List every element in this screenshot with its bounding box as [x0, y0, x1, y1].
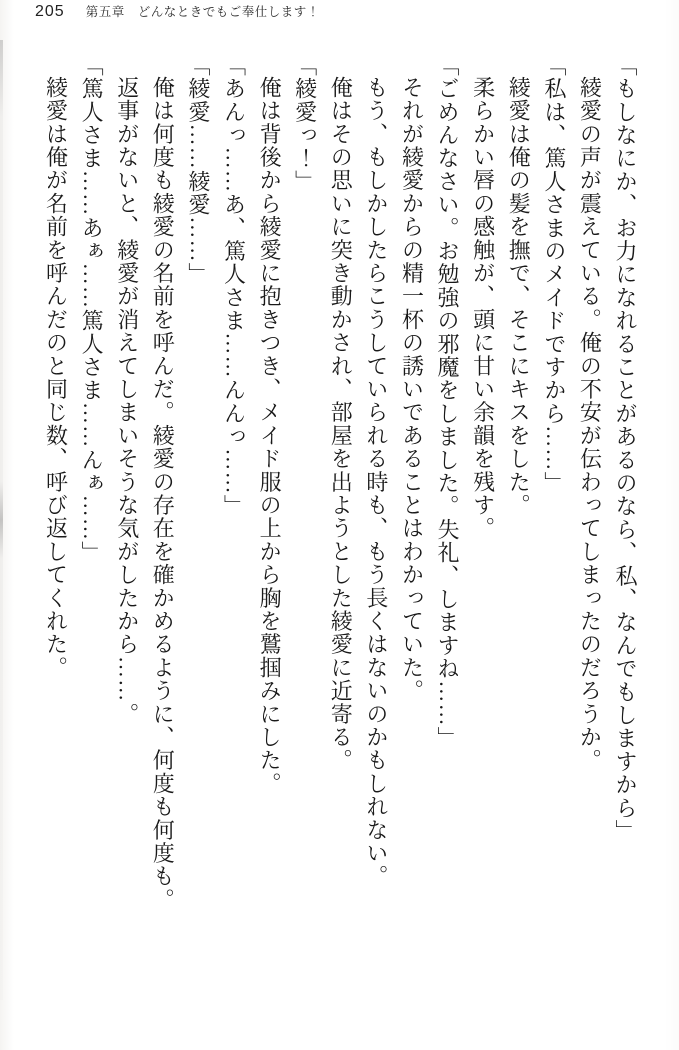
text-line: 俺は何度も綾愛の名前を呼んだ。綾愛の存在を確かめるように、何度も何度も。 — [150, 76, 176, 912]
text-line: 「篤人さま……あぁ……篤人さま……んぁ……」 — [79, 54, 105, 565]
text-line: 返事がないと、綾愛が消えてしまいそうな気がしたから……。 — [114, 76, 140, 726]
text-line: 「綾愛っ！」 — [292, 54, 318, 194]
text-line: 綾愛は俺の髪を撫で、そこにキスをした。 — [506, 76, 532, 517]
running-head — [35, 2, 320, 21]
text-line: 俺は背後から綾愛に抱きつき、メイド服の上から胸を鷲掴みにした。 — [257, 76, 283, 796]
text-line: 「もしなにか、お力になれることがあるのなら、私、なんでもしますから」 — [613, 54, 638, 843]
text-line: それが綾愛からの精一杯の誘いであることはわかっていた。 — [399, 76, 425, 703]
text-line: 「私は、篤人さまのメイドですから……」 — [541, 54, 567, 495]
page-number: 205 — [35, 3, 65, 20]
vertical-text-body — [38, 54, 643, 986]
text-line: 綾愛は俺が名前を呼んだのと同じ数、呼び返してくれた。 — [43, 76, 69, 680]
chapter-title: 第五章 どんなときでもご奉仕します！ — [85, 5, 320, 19]
scan-edge-artifact — [0, 40, 3, 1000]
text-line: 「綾愛……綾愛……」 — [185, 54, 211, 286]
text-line: もう、もしかしたらこうしていられる時も、もう長くはないのかもしれない。 — [363, 76, 389, 888]
text-line: 綾愛の声が震えている。俺の不安が伝わってしまったのだろうか。 — [577, 76, 603, 772]
text-line: 「あんっ……あ、篤人さま……んんっ……」 — [221, 54, 247, 518]
text-line: 俺はその思いに突き動かされ、部屋を出ようとした綾愛に近寄る。 — [328, 76, 354, 772]
text-line: 柔らかい唇の感触が、頭に甘い余韻を残す。 — [470, 76, 496, 540]
text-line: 「ごめんなさい。お勉強の邪魔をしました。失礼、しますね……」 — [435, 54, 461, 750]
